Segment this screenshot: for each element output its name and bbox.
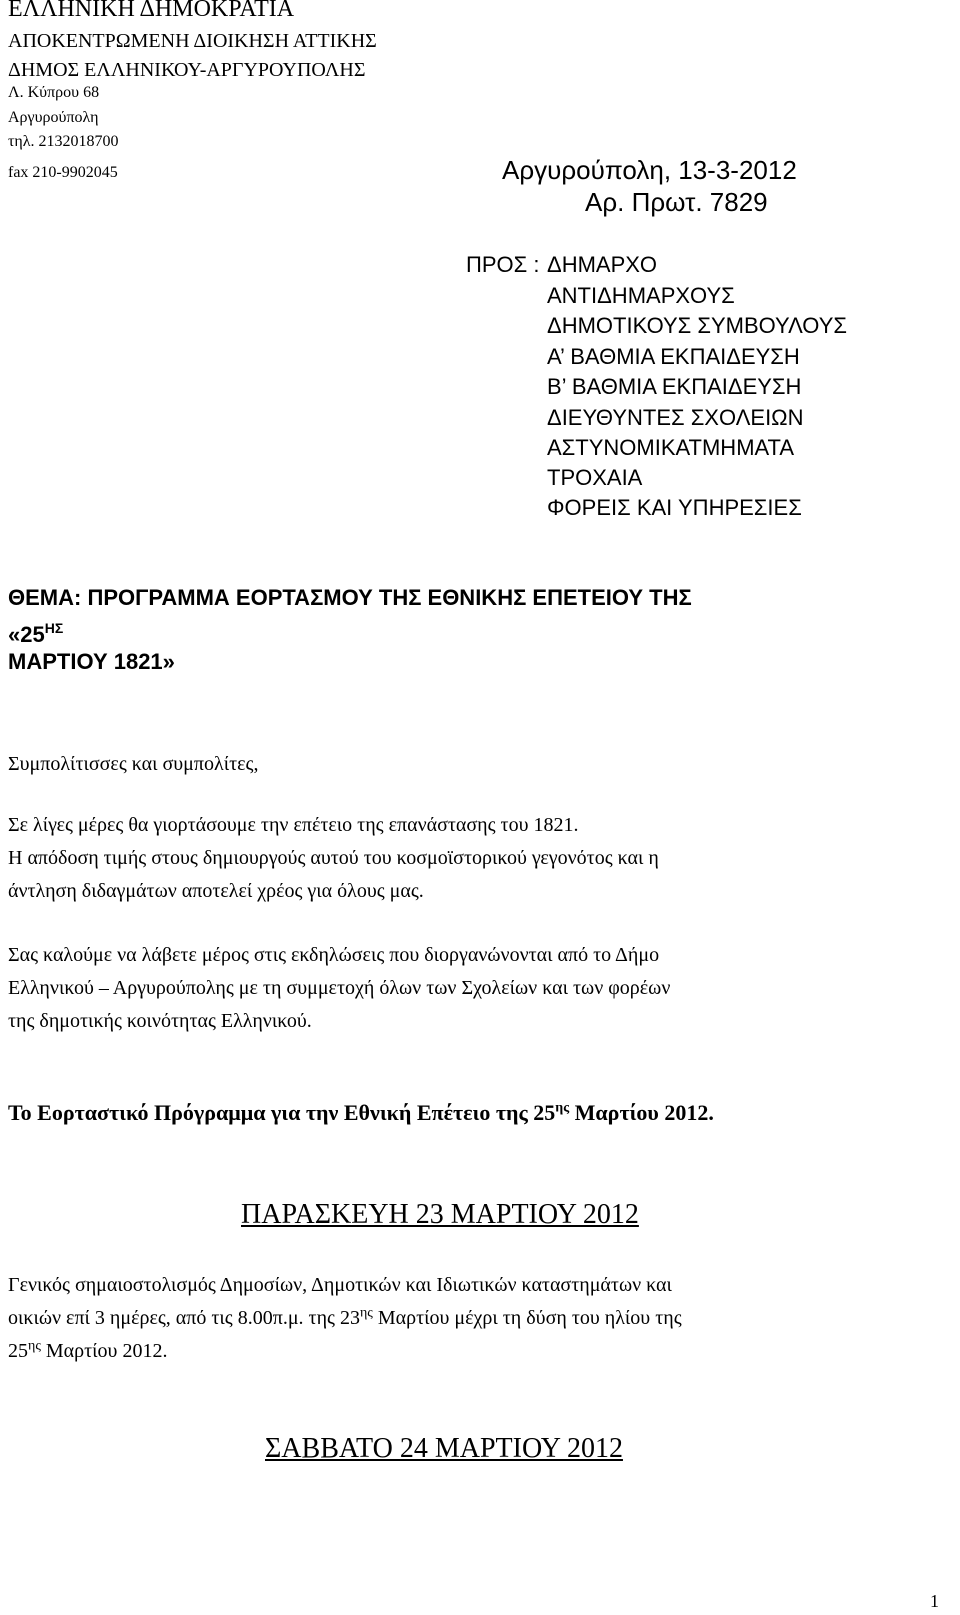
program-title-suffix: ης xyxy=(555,1100,570,1116)
recipient-item: ΦΟΡΕΙΣ ΚΑΙ ΥΠΗΡΕΣΙΕΣ xyxy=(547,495,802,520)
friday-line xyxy=(8,1305,682,1331)
recipient-item: Β’ ΒΑΘΜΙΑ ΕΚΠΑΙΔΕΥΣΗ xyxy=(547,374,802,399)
saturday-heading: ΣΑΒΒΑΤΟ 24 ΜΑΡΤΙΟΥ 2012 xyxy=(265,1433,623,1464)
recipient-item: ΤΡΟΧΑΙΑ xyxy=(547,465,643,490)
subject-line-2 xyxy=(8,614,63,649)
subject-date-suffix: ΗΣ xyxy=(44,620,64,636)
paragraph-2-line: της δημοτικής κοινότητας Ελληνικού. xyxy=(8,1010,312,1032)
friday-line-text: οικιών επί 3 ημέρες, από τις 8.00π.μ. της 23 xyxy=(8,1307,360,1329)
ordinal-suffix: ης xyxy=(359,1305,373,1321)
paragraph-1-line: Σε λίγες μέρες θα γιορτάσουμε την επέτειο της επανάστασης του 1821. xyxy=(8,814,579,836)
friday-line-text: 25 xyxy=(8,1340,28,1362)
recipient-item: ΔΗΜΑΡΧΟ xyxy=(547,252,658,277)
recipient-item: ΔΙΕΥΘΥΝΤΕΣ ΣΧΟΛΕΙΩΝ xyxy=(547,405,804,430)
recipient-item: Α’ ΒΑΘΜΙΑ ΕΚΠΑΙΔΕΥΣΗ xyxy=(547,344,800,369)
header-fax: fax 210-9902045 xyxy=(8,164,118,181)
protocol-number: Αρ. Πρωτ. 7829 xyxy=(585,187,768,217)
header-street: Λ. Κύπρου 68 xyxy=(8,84,100,101)
header-country: ΕΛΛΗΝΙΚΗ ΔΗΜΟΚΡΑΤΙΑ xyxy=(8,0,295,22)
friday-line xyxy=(8,1338,167,1364)
paragraph-1-line: Η απόδοση τιμής στους δημιουργούς αυτού του κοσμοϊστορικού γεγονότος και η xyxy=(8,847,659,869)
friday-line: Γενικός σημαιοστολισμός Δημοσίων, Δημοτικών και Ιδιωτικών καταστημάτων και xyxy=(8,1274,672,1296)
date-line: Αργυρούπολη, 13-3-2012 xyxy=(502,155,797,185)
program-title xyxy=(8,1099,714,1127)
recipient-item: ΔΗΜΟΤΙΚΟΥΣ ΣΥΜΒΟΥΛΟΥΣ xyxy=(547,313,847,338)
header-municipality: ΔΗΜΟΣ ΕΛΛΗΝΙΚΟΥ-ΑΡΓΥΡΟΥΠΟΛΗΣ xyxy=(8,59,366,81)
friday-line-text: Μαρτίου μέχρι τη δύση του ηλίου της xyxy=(372,1307,682,1329)
header-phone: τηλ. 2132018700 xyxy=(8,133,119,150)
page-number: 1 xyxy=(930,1591,939,1611)
recipients-label: ΠΡΟΣ : xyxy=(466,252,540,277)
subject-line-3: ΜΑΡΤΙΟΥ 1821» xyxy=(8,649,175,674)
greeting: Συμπολίτισσες και συμπολίτες, xyxy=(8,753,259,775)
friday-line-text: Μαρτίου 2012. xyxy=(40,1340,168,1362)
ordinal-suffix: ης xyxy=(28,1338,41,1354)
program-title-month: Μαρτίου 2012. xyxy=(569,1100,714,1125)
paragraph-1-line: άντληση διδαγμάτων αποτελεί χρέος για όλους μας. xyxy=(8,880,424,902)
paragraph-2-line: Ελληνικού – Αργυρούπολης με τη συμμετοχή όλων των Σχολείων και των φορέων xyxy=(8,977,671,999)
recipient-item: ΑΣΤΥΝΟΜΙΚΑΤΜΗΜΑΤΑ xyxy=(547,435,795,460)
recipient-item: ΑΝΤΙΔΗΜΑΡΧΟΥΣ xyxy=(547,283,735,308)
program-title-main: Το Εορταστικό Πρόγραμμα για την Εθνική Επέτειο της 25 xyxy=(8,1100,556,1125)
header-administration: ΑΠΟΚΕΝΤΡΩΜΕΝΗ ΔΙΟΙΚΗΣΗ ΑΤΤΙΚΗΣ xyxy=(8,30,377,52)
paragraph-2-line: Σας καλούμε να λάβετε μέρος στις εκδηλώσεις που διοργανώνονται από το Δήμο xyxy=(8,944,660,966)
subject-date-number: «25 xyxy=(8,622,45,647)
friday-heading: ΠΑΡΑΣΚΕΥΗ 23 ΜΑΡΤΙΟΥ 2012 xyxy=(241,1199,639,1230)
subject-line-1: ΘΕΜΑ: ΠΡΟΓΡΑΜΜΑ ΕΟΡΤΑΣΜΟΥ ΤΗΣ ΕΘΝΙΚΗΣ ΕΠΕΤΕΙΟΥ ΤΗΣ xyxy=(8,585,692,610)
header-city: Αργυρούπολη xyxy=(8,109,99,126)
